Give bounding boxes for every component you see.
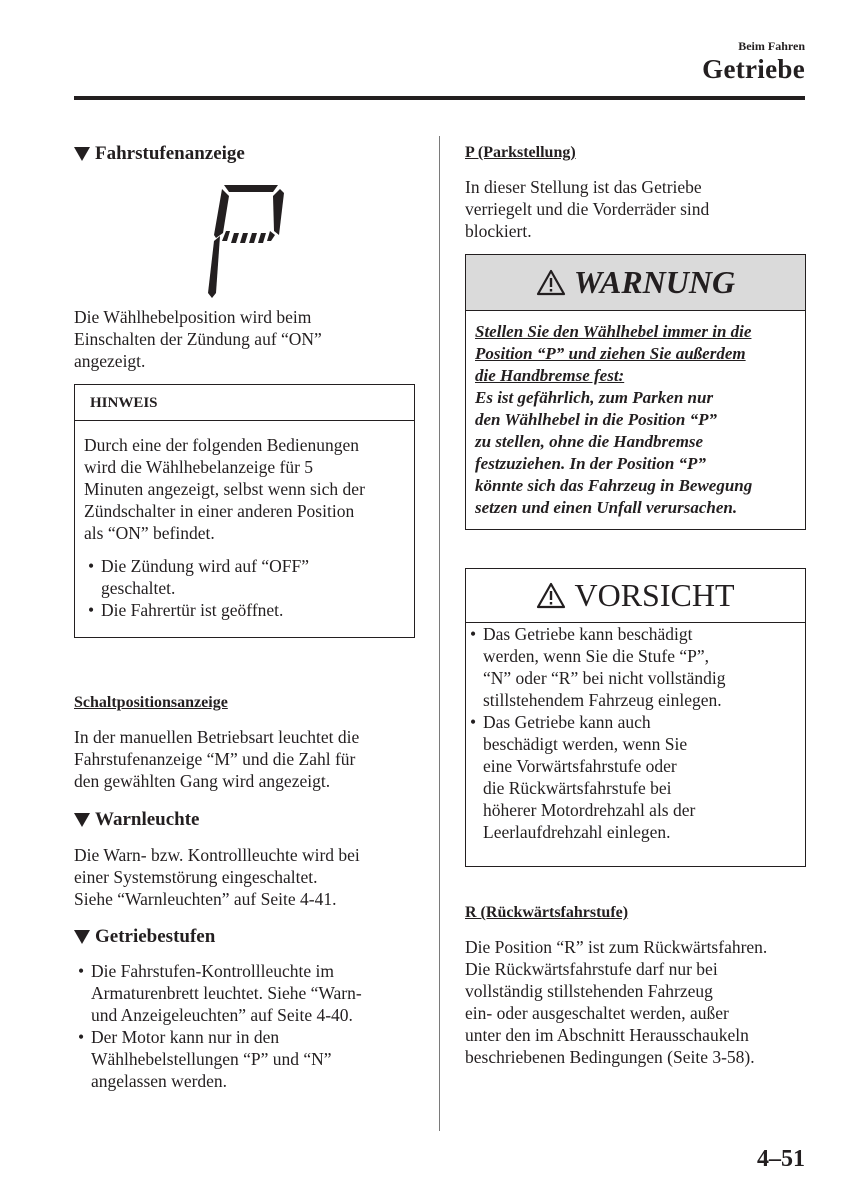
page-number: 4–51 [757,1146,805,1172]
hinweis-list [84,555,414,621]
section-title: Getriebe [702,54,805,84]
hinweis-box [74,384,415,638]
p-segment-display-icon [200,183,290,301]
vorsicht-title: VORSICHT [574,577,735,613]
getriebestufen-list [74,960,419,1092]
triangle-bullet-icon [74,930,90,944]
warning-triangle-icon [536,269,566,296]
warnung-body: Stellen Sie den Wählhebel immer in die Position “P” und ziehen Sie außerdem die Handbremse fest: Es ist gefährlich, zum Parken nur den Wählhebel in die Position “P” zu stellen, ohne die Handbremse festzuziehen. In der Position “P” könnte sich das Fahrzeug in Bewegung setzen und einen Unfall verursachen. [475,322,753,517]
schaltpositionsanzeige-heading: Schaltpositionsanzeige [74,694,228,711]
getriebestufen-heading: Getriebestufen [74,926,419,948]
section-label: Beim Fahren [738,39,805,53]
warnung-title: WARNUNG [573,264,736,300]
header-rule [74,96,805,100]
vorsicht-header [466,569,805,623]
fahrstufen-text: Die Wählhebelposition wird beim Einschalten der Zündung auf “ON” angezeigt. [74,307,322,371]
warning-triangle-icon [536,582,566,609]
warnleuchte-text: Die Warn- bzw. Kontrollleuchte wird bei einer Systemstörung eingeschaltet. Siehe “Warnleuchten” auf Seite 4-41. [74,845,360,909]
p-parkstellung-heading: P (Parkstellung) [465,144,576,161]
triangle-bullet-icon [74,813,90,827]
r-text: Die Position “R” ist zum Rückwärtsfahren. Die Rückwärtsfahrstufe darf nur bei vollständig stillstehenden Fahrzeug ein- oder ausgeschaltet werden, außer unter den im Abschnitt Herausschaukeln beschriebenen Bedingungen (Seite 3-58). [465,937,768,1067]
hinweis-body: Durch eine der folgenden Bedienungen wird die Wählhebelanzeige für 5 Minuten angezeigt, selbst wenn sich der Zündschalter in einer anderen Position als “ON” befindet. • Die Zündung wird auf “OFF” geschaltet. • Die Fahrertür ist geöffnet. [75,421,414,621]
list-item: • Das Getriebe kann auch beschädigt werden, wenn Sie eine Vorwärtsfahrstufe oder die Rückwärtsfahrstufe bei höherer Motordrehzahl als der Leerlaufdrehzahl einlegen. [470,712,696,842]
vorsicht-box [465,568,806,867]
list-item: • Der Motor kann nur in den Wählhebelstellungen “P” und “N” angelassen werden. [78,1027,332,1091]
hinweis-title: HINWEIS [75,385,414,421]
fahrstufenanzeige-heading: Fahrstufenanzeige [74,143,419,165]
warnung-box [465,254,806,530]
list-item: • Die Fahrstufen-Kontrollleuchte im Armaturenbrett leuchtet. Siehe “Warn- und Anzeigeleuchten” auf Seite 4-40. [78,961,362,1025]
schalt-text: In der manuellen Betriebsart leuchtet die Fahrstufenanzeige “M” und die Zahl für den gewählten Gang wird angezeigt. [74,727,360,791]
column-divider [439,136,440,1131]
vorsicht-list [466,623,805,843]
warnung-header [466,255,805,311]
list-item: • Das Getriebe kann beschädigt werden, wenn Sie die Stufe “P”, “N” oder “R” bei nicht vollständig stillstehendem Fahrzeug einlegen. [470,624,726,710]
triangle-bullet-icon [74,147,90,161]
warnleuchte-heading: Warnleuchte [74,809,419,831]
r-rueckwaerts-heading: R (Rückwärtsfahrstufe) [465,904,629,921]
p-text: In dieser Stellung ist das Getriebe verriegelt und die Vorderräder sind blockiert. [465,177,710,241]
list-item: • Die Zündung wird auf “OFF” geschaltet. [88,556,310,598]
list-item: • Die Fahrertür ist geöffnet. [88,600,284,620]
